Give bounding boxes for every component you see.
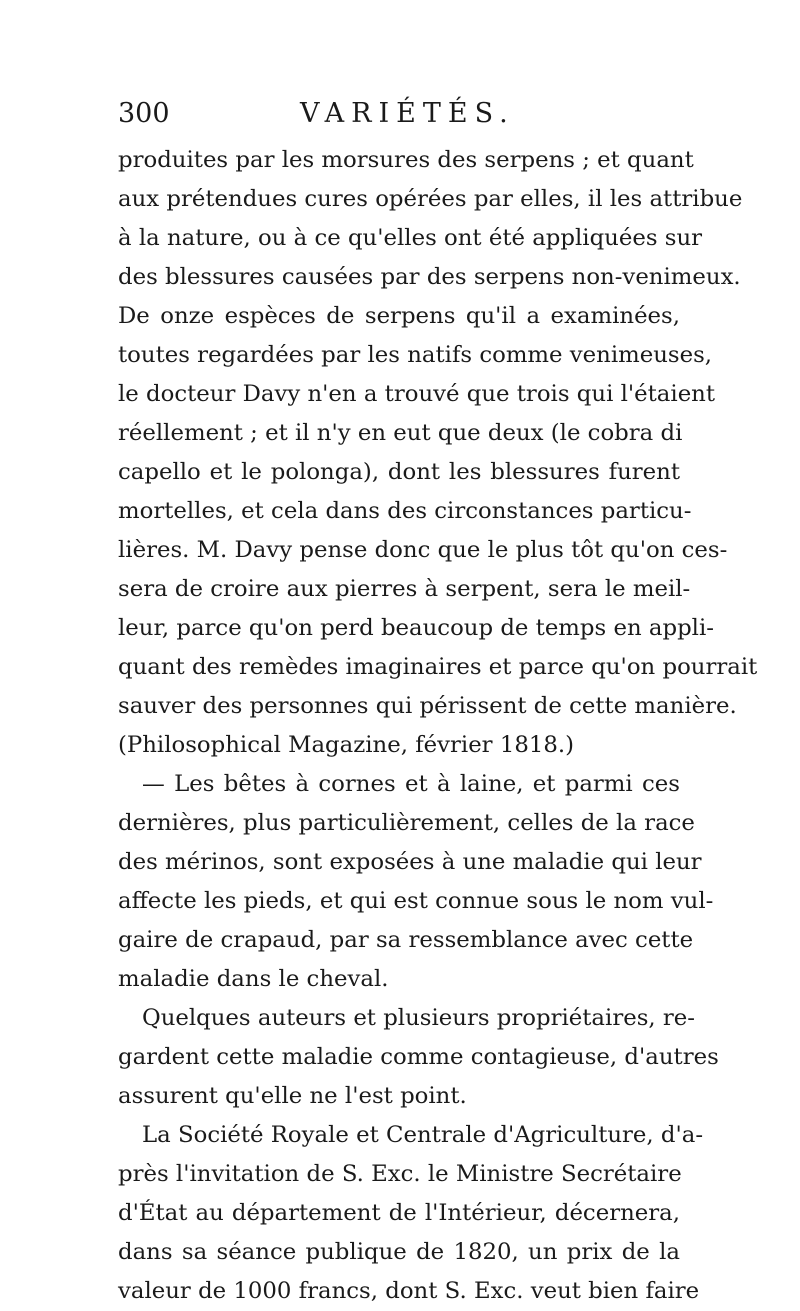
page-number: 300: [118, 98, 170, 129]
text-line: Quelques auteurs et plusieurs propriétaires, re-: [142, 1005, 695, 1031]
body-text: [118, 141, 758, 1311]
text-line: gardent cette maladie comme contagieuse, d'autres: [118, 1044, 719, 1070]
text-line: dernières, plus particulièrement, celles de la race: [118, 810, 695, 836]
text-line: le docteur Davy n'en a trouvé que trois qui l'étaient: [118, 381, 716, 407]
text-line: sauver des personnes qui périssent de cette manière.: [118, 693, 737, 719]
text-line: aux prétendues cures opérées par elles, il les attribue: [118, 186, 743, 212]
text-line: réellement ; et il n'y en eut que deux (le cobra di: [118, 420, 683, 446]
text-line: De onze espèces de serpens qu'il a examinées,: [118, 303, 680, 329]
text-line: quant des remèdes imaginaires et parce qu'on pourrait: [118, 654, 758, 680]
text-line: affecte les pieds, et qui est connue sous le nom vul-: [118, 888, 714, 914]
text-line: assurent qu'elle ne l'est point.: [118, 1083, 467, 1109]
text-line: capello et le polonga), dont les blessures furent: [118, 459, 680, 485]
text-line: toutes regardées par les natifs comme venimeuses,: [118, 342, 713, 368]
page-header: [118, 92, 698, 136]
text-line: d'État au département de l'Intérieur, décernera,: [118, 1200, 680, 1226]
text-line: des blessures causées par des serpens non-venimeux.: [118, 264, 741, 290]
text-line: mortelles, et cela dans des circonstances particu-: [118, 498, 692, 524]
text-line: maladie dans le cheval.: [118, 966, 389, 992]
text-line: La Société Royale et Centrale d'Agriculture, d'a-: [142, 1122, 704, 1148]
text-line: valeur de 1000 francs, dont S. Exc. veut bien faire: [118, 1278, 700, 1304]
text-line: — Les bêtes à cornes et à laine, et parmi ces: [142, 771, 680, 797]
text-line: gaire de crapaud, par sa ressemblance avec cette: [118, 927, 694, 953]
citation-line: (Philosophical Magazine, février 1818.): [118, 732, 574, 758]
text-line: à la nature, ou à ce qu'elles ont été appliquées sur: [118, 225, 703, 251]
text-line: leur, parce qu'on perd beaucoup de temps en appli-: [118, 615, 714, 641]
text-line: produites par les morsures des serpens ; et quant: [118, 147, 694, 173]
text-line: dans sa séance publique de 1820, un prix de la: [118, 1239, 680, 1265]
text-line: lières. M. Davy pense donc que le plus tôt qu'on ces-: [118, 537, 728, 563]
text-line: des mérinos, sont exposées à une maladie qui leur: [118, 849, 702, 875]
text-line: sera de croire aux pierres à serpent, sera le meil-: [118, 576, 691, 602]
running-head: VARIÉTÉS.: [300, 98, 515, 129]
text-line: près l'invitation de S. Exc. le Ministre Secrétaire: [118, 1161, 682, 1187]
